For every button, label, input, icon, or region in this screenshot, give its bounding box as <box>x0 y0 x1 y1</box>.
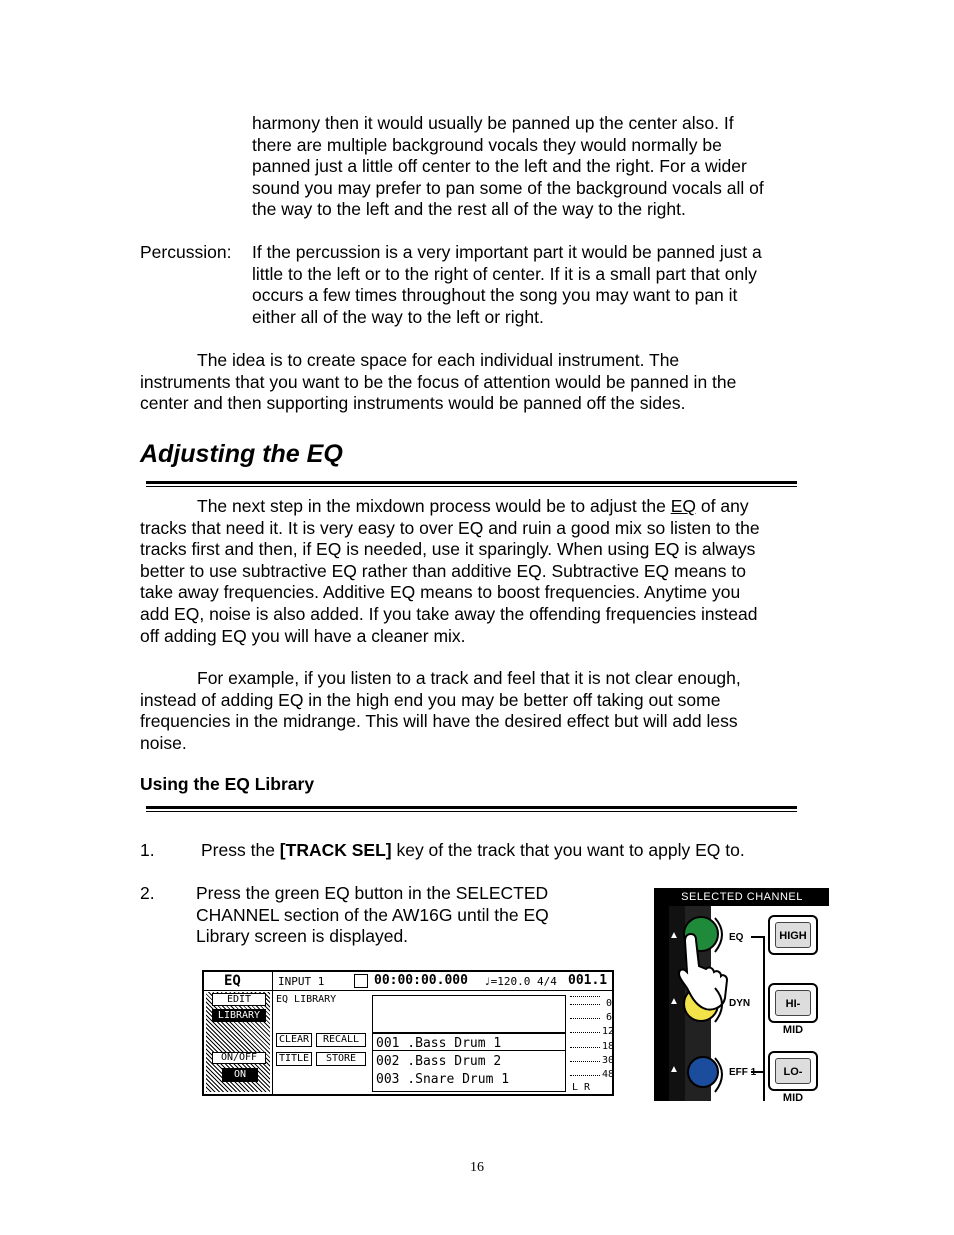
meter-line <box>570 996 600 997</box>
panel-title: SELECTED CHANNEL <box>655 888 829 906</box>
eq-paragraph <box>140 496 760 647</box>
text-line: occurs a few times throughout the song you may want to pan it <box>252 285 738 306</box>
list-item[interactable]: 001 .Bass Drum 1 <box>376 1036 502 1051</box>
list-item[interactable]: 002 .Bass Drum 2 <box>376 1054 502 1069</box>
text-line: The next step in the mixdown process would be to adjust the EQ of any <box>197 496 749 516</box>
text-line: Library screen is displayed. <box>196 926 409 947</box>
dyn-label: DYN <box>729 998 751 1009</box>
eq-label: EQ <box>729 932 744 943</box>
text-line: harmony then it would usually be panned up the center also. If <box>252 113 734 133</box>
edit-tab[interactable]: EDIT <box>212 993 266 1006</box>
title-button[interactable]: TITLE <box>276 1052 312 1066</box>
recall-button[interactable]: RECALL <box>316 1033 366 1047</box>
meter-label: 12 <box>602 1026 615 1037</box>
text-line: instruments that you want to be the focus of attention would be panned in the <box>140 371 737 392</box>
heading-rule <box>146 481 797 487</box>
store-button[interactable]: STORE <box>316 1052 366 1066</box>
text-line: instead of adding EQ in the high end you may be better off taking out some <box>140 689 721 710</box>
eq-link: EQ <box>670 496 697 516</box>
percussion-label: Percussion: <box>140 242 232 262</box>
page-number: 16 <box>470 1160 484 1175</box>
text-line: For example, if you listen to a track and feel that it is not clear enough, <box>197 668 741 688</box>
led-icon: ▲ <box>669 996 679 1007</box>
subheading: Using the EQ Library <box>140 774 315 794</box>
button-label: HI-MID <box>775 990 811 1016</box>
text-line: tracks first and then, if EQ is needed, use it sparingly. When using EQ is always <box>140 539 756 560</box>
text-line: If the percussion is a very important part it would be panned just a <box>252 242 762 262</box>
text-line: better to use subtractive EQ rather than additive EQ. Subtractive EQ means to <box>140 560 746 581</box>
high-button[interactable] <box>768 915 818 955</box>
on-button[interactable]: ON <box>222 1068 258 1082</box>
eff-label: EFF 1 <box>729 1067 757 1078</box>
button-label: LO-MID <box>775 1058 811 1084</box>
harmony-paragraph <box>252 113 764 221</box>
panel-edge <box>655 906 669 1101</box>
lcd-time: 00:00:00.000 <box>374 973 468 988</box>
idea-paragraph <box>140 350 736 415</box>
text-line: take away frequencies. Additive EQ means to boost frequencies. Anytime you <box>140 582 741 603</box>
lcd-panel-title: EQ LIBRARY <box>276 994 337 1005</box>
percussion-paragraph <box>252 242 762 328</box>
subheading-rule <box>146 806 797 812</box>
lcd-divider <box>204 990 612 991</box>
step-1-text: Press the [TRACK SEL] key of the track that you want to apply EQ to. <box>201 840 745 860</box>
lcd-tempo: ♩=120.0 4/4 <box>484 975 557 988</box>
meter-label: 18 <box>602 1041 615 1052</box>
led-icon: ▲ <box>669 930 679 941</box>
text-line: little to the left or to the right of center. If it is a small part that only <box>252 263 757 284</box>
text-line: panned just a little off center to the left and the right. For a wider <box>252 156 747 177</box>
meter-lr: L R <box>572 1082 591 1093</box>
lcd-mode: EQ <box>224 973 241 989</box>
text-line: the way to the left and the rest all of the way to the right. <box>252 199 686 220</box>
section-heading: Adjusting the EQ <box>140 440 343 468</box>
on-off-label: ON/OFF <box>212 1052 266 1064</box>
text-line: there are multiple background vocals they would normally be <box>252 134 722 155</box>
text-line: sound you may prefer to pan some of the background vocals all of <box>252 177 764 198</box>
text-line: tracks that need it. It is very easy to over EQ and ruin a good mix so listen to the <box>140 517 760 538</box>
step-2-number: 2. <box>140 883 155 903</box>
hi-mid-button[interactable] <box>768 983 818 1036</box>
text-line: frequencies in the midrange. This will have the desired effect but will add less <box>140 711 738 732</box>
clear-button[interactable]: CLEAR <box>276 1033 312 1047</box>
text-line: center and then supporting instruments would be panned off the sides. <box>140 393 686 414</box>
eq-library-lcd <box>202 970 614 1096</box>
lock-icon <box>354 974 368 988</box>
library-list <box>372 995 566 1092</box>
meter-label: 6 <box>606 1012 613 1023</box>
text-line: The idea is to create space for each individual instrument. The <box>197 350 680 370</box>
step-1-number: 1. <box>140 840 155 860</box>
lcd-bar: 001.1 <box>568 973 608 988</box>
button-label: HIGH <box>775 922 811 948</box>
lcd-input: INPUT 1 <box>278 975 325 988</box>
text-line: CHANNEL section of the AW16G until the EQ <box>196 904 549 925</box>
led-icon: ▲ <box>669 1064 679 1075</box>
text-line: off adding EQ you will have a cleaner mix. <box>140 625 466 646</box>
text-line: either all of the way to the left or right. <box>252 306 544 327</box>
list-item[interactable]: 003 .Snare Drum 1 <box>376 1072 510 1087</box>
step-2-text <box>196 883 549 948</box>
library-tab[interactable]: LIBRARY <box>212 1009 266 1022</box>
text-line: noise. <box>140 732 187 753</box>
meter-label: 0 <box>606 998 613 1009</box>
lo-mid-button[interactable] <box>768 1051 818 1104</box>
meter-label: 30 <box>602 1055 615 1066</box>
text-line: Press the green EQ button in the SELECTED <box>196 883 549 903</box>
example-paragraph <box>140 668 741 754</box>
meter-label: 48 <box>602 1069 615 1080</box>
text-line: add EQ, noise is also added. If you take away the offending frequencies instead <box>140 603 758 624</box>
